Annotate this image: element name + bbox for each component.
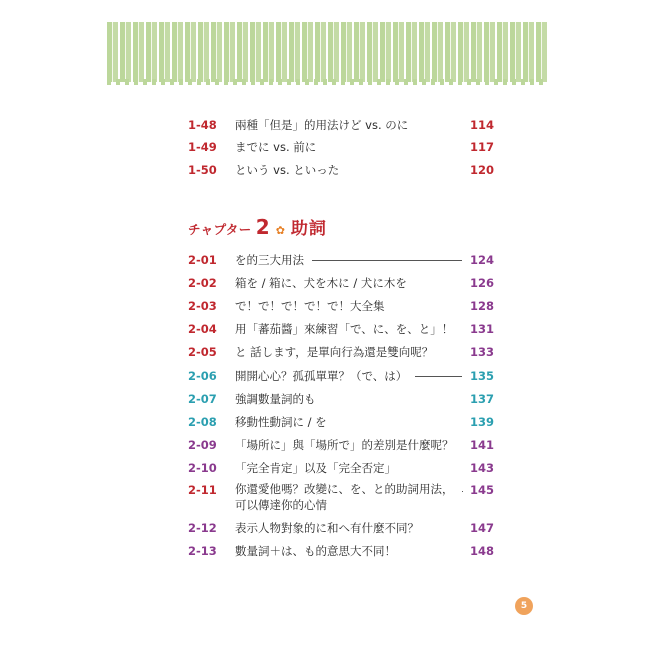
toc-entry[interactable] (188, 250, 494, 270)
entry-page: 124 (469, 253, 494, 267)
toc-entry[interactable] (188, 160, 494, 180)
entry-page: 148 (469, 544, 494, 558)
entry-page: 139 (469, 415, 494, 429)
entry-page: 135 (469, 369, 494, 383)
toc-entry[interactable] (188, 518, 494, 538)
toc-entry[interactable] (188, 389, 494, 409)
entry-page: 133 (469, 345, 494, 359)
entry-page: 143 (469, 461, 494, 475)
entry-title: 移動性動詞に / を (235, 415, 327, 429)
toc-entry[interactable] (188, 435, 494, 455)
entry-page: 131 (469, 322, 494, 336)
entry-page: 126 (469, 276, 494, 290)
toc-entry[interactable] (188, 115, 494, 135)
entry-number: 2-05 (188, 345, 217, 359)
toc-entry[interactable] (188, 458, 494, 478)
toc-entry[interactable] (188, 541, 494, 561)
entry-page: 147 (469, 521, 494, 535)
entry-number: 2-03 (188, 299, 217, 313)
entry-title: を的三大用法 (235, 253, 304, 267)
entry-title: 表示人物對象的に和へ有什麼不同？ (235, 521, 419, 535)
entry-title: 用「蕃茄醬」來練習「で、に、を、と」！ (235, 322, 454, 336)
entry-title: で！で！で！で！で！大全集 (235, 299, 385, 313)
entry-number: 2-11 (188, 483, 217, 497)
chapter-number: 2 (255, 215, 270, 239)
entry-title: という vs. といった (235, 163, 340, 177)
flower-icon: ✿ (275, 224, 285, 237)
entry-title: 強調數量詞的も (235, 392, 316, 406)
entry-page: 137 (469, 392, 494, 406)
entry-number: 2-07 (188, 392, 217, 406)
entry-number: 1-48 (188, 118, 217, 132)
toc-entry[interactable] (188, 481, 494, 517)
entry-number: 2-06 (188, 369, 217, 383)
toc-entry[interactable] (188, 366, 494, 386)
entry-page: 120 (469, 163, 494, 177)
entry-number: 1-50 (188, 163, 217, 177)
entry-title (235, 481, 454, 513)
entry-title: までに vs. 前に (235, 140, 317, 154)
toc-entry[interactable] (188, 296, 494, 316)
toc-entry[interactable] (188, 342, 494, 362)
entry-page: 141 (469, 438, 494, 452)
entry-page: 114 (469, 118, 494, 132)
entry-title: 開開心心？孤孤單單？（で、は） (235, 369, 408, 383)
header-stripe-band (107, 22, 548, 82)
entry-page: 117 (469, 140, 494, 154)
entry-title: 「場所に」與「場所で」的差別是什麼呢？ (235, 438, 454, 452)
leader-line (415, 376, 462, 377)
entry-number: 2-12 (188, 521, 217, 535)
chapter-title: 助詞 (290, 219, 327, 239)
entry-number: 1-49 (188, 140, 217, 154)
leader-line (312, 260, 462, 261)
entry-page: 128 (469, 299, 494, 313)
entry-title-line2: 可以傳達你的心情 (235, 498, 327, 512)
chapter-heading (188, 214, 327, 242)
entry-number: 2-08 (188, 415, 217, 429)
entry-page: 145 (469, 483, 494, 497)
entry-number: 2-10 (188, 461, 217, 475)
entry-title: 兩種「但是」的用法けど vs. のに (235, 118, 409, 132)
toc-entry[interactable] (188, 319, 494, 339)
entry-title: 「完全肯定」以及「完全否定」 (235, 461, 396, 475)
entry-number: 2-04 (188, 322, 217, 336)
toc-entry[interactable] (188, 412, 494, 432)
entry-number: 2-09 (188, 438, 217, 452)
toc-entry[interactable] (188, 137, 494, 157)
entry-title-line1: 你還愛他嗎？改變に、を、と的助詞用法， (235, 482, 454, 496)
entry-title: 箱を / 箱に、犬を木に / 犬に木を (235, 276, 407, 290)
toc-entry[interactable] (188, 273, 494, 293)
entry-title: と 話します，是單向行為還是雙向呢？ (235, 345, 434, 359)
entry-title: 數量詞＋は、も的意思大不同！ (235, 544, 396, 558)
page-number-badge: 5 (515, 597, 533, 615)
entry-number: 2-01 (188, 253, 217, 267)
entry-number: 2-02 (188, 276, 217, 290)
chapter-label: チャプター (188, 222, 252, 237)
entry-number: 2-13 (188, 544, 217, 558)
